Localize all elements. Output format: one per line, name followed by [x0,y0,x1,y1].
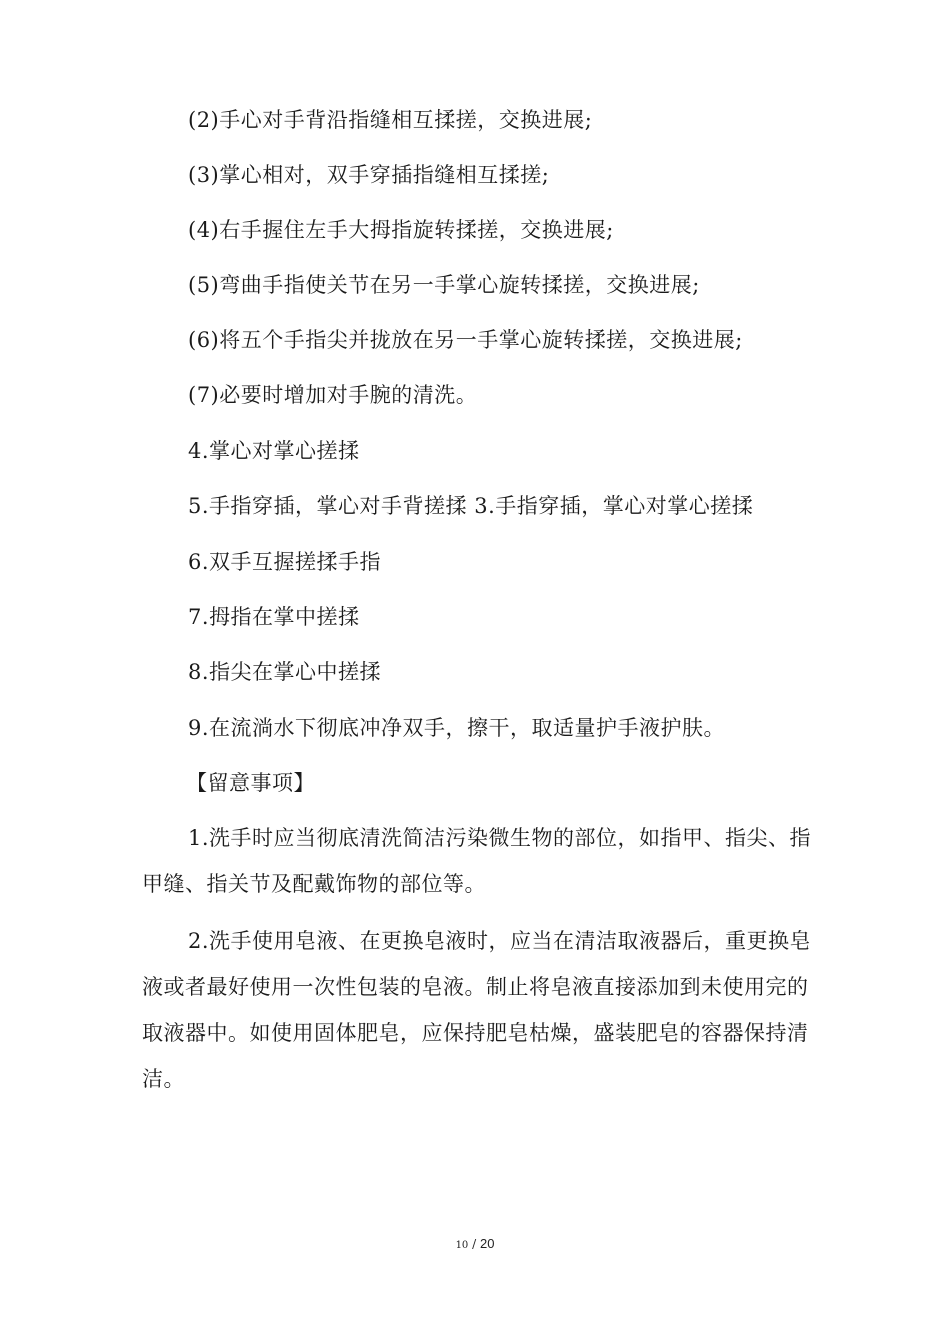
note-paragraph: 1.洗手时应当彻底清洗简洁污染微生物的部位，如指甲、指尖、指甲缝、指关节及配戴饰物的部位等。 [142,826,812,896]
current-page: 10 [455,1240,469,1251]
total-pages: 20 [479,1236,495,1251]
notes-heading: 【留意事项】 [186,771,315,795]
page-separator: / [468,1237,480,1251]
step-line: 5.手指穿插，掌心对手背搓揉 3.手指穿插，掌心对掌心搓揉 [188,494,754,518]
page-number [0,1236,950,1251]
step-line: 8.指尖在掌心中搓揉 [188,660,382,684]
step-line: (7)必要时增加对手腕的清洗。 [188,383,478,407]
note-paragraph: 2.洗手使用皂液、在更换皂液时，应当在清洁取液器后，重更换皂液或者最好使用一次性包装的皂液。制止将皂液直接添加到未使用完的取液器中。如使用固体肥皂，应保持肥皂枯燥，盛装肥皂的容器保持清洁。 [142,929,812,1091]
step-line: 9.在流淌水下彻底冲净双手，擦干，取适量护手液护肤。 [188,716,726,740]
step-line: (5)弯曲手指使关节在另一手掌心旋转揉搓，交换进展; [188,273,700,297]
step-line: 7.拇指在掌中搓揉 [188,605,360,629]
step-line: (4)右手握住左手大拇指旋转揉搓，交换进展; [188,218,614,242]
step-line: 6.双手互握搓揉手指 [188,550,382,574]
step-line: (2)手心对手背沿指缝相互揉搓，交换进展; [188,108,593,132]
step-line: 4.掌心对掌心搓揉 [188,439,360,463]
step-line: (6)将五个手指尖并拢放在另一手掌心旋转揉搓，交换进展; [188,328,743,352]
step-line: (3)掌心相对，双手穿插指缝相互揉搓; [188,163,550,187]
